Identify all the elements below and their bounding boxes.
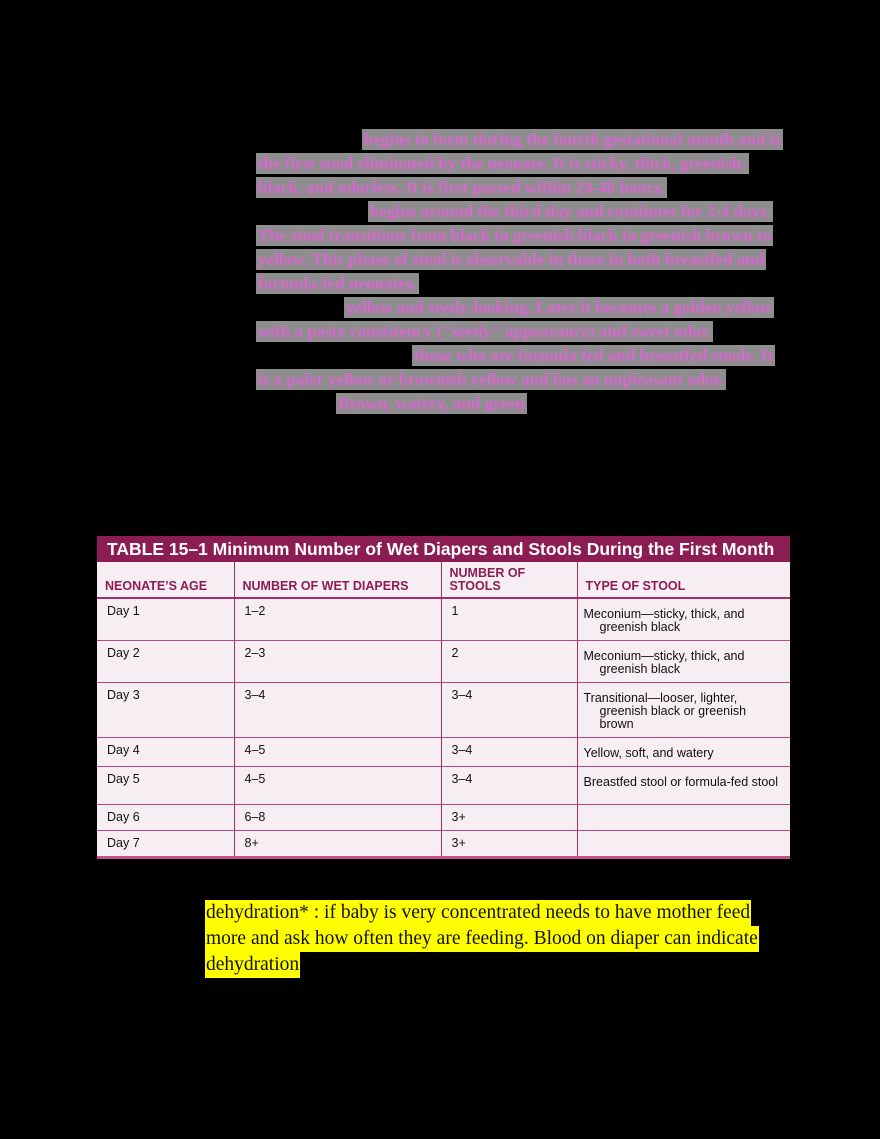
cell-wet-diapers: 1–2 bbox=[234, 598, 441, 641]
cell-stool-type bbox=[577, 831, 790, 858]
cell-stool-type bbox=[577, 767, 790, 805]
cell-wet-diapers: 8+ bbox=[234, 831, 441, 858]
cell-wet-diapers: 3–4 bbox=[234, 683, 441, 738]
table-grid bbox=[97, 562, 790, 859]
table-row bbox=[97, 831, 790, 858]
stool-type-text: Meconium—sticky, thick, and greenish black bbox=[583, 607, 745, 634]
stool-notes-section bbox=[256, 128, 786, 416]
note-text: yellow and seedy-looking. Later it becomes a golden yellow with a pasty consistency ("seedy" appearance) and sweet odor. bbox=[258, 298, 773, 341]
cell-stool-type bbox=[577, 598, 790, 641]
table-row bbox=[97, 641, 790, 683]
stool-type-text: Meconium—sticky, thick, and greenish black bbox=[583, 649, 745, 676]
cell-age: Day 4 bbox=[97, 738, 234, 767]
dehydration-note bbox=[205, 900, 785, 978]
table-row bbox=[97, 805, 790, 831]
cell-stool-type bbox=[577, 738, 790, 767]
note-text: Brown, watery, and green bbox=[338, 394, 525, 413]
cell-stools: 2 bbox=[441, 641, 577, 683]
stool-type-text: Transitional—looser, lighter, greenish black or greenish brown bbox=[583, 691, 747, 731]
table-header-row bbox=[97, 562, 790, 598]
column-header-wet-diapers: NUMBER OF WET DIAPERS bbox=[234, 562, 441, 598]
cell-age: Day 6 bbox=[97, 805, 234, 831]
cell-stool-type bbox=[577, 683, 790, 738]
cell-stools: 3+ bbox=[441, 831, 577, 858]
cell-wet-diapers: 6–8 bbox=[234, 805, 441, 831]
note-diarrhea bbox=[256, 392, 786, 416]
note-breastfed bbox=[256, 296, 786, 344]
dehydration-note-text: dehydration* : if baby is very concentrated needs to have mother feed more and ask how often they are feeding. Blood on diaper can indicate dehydration bbox=[205, 900, 759, 978]
table-title: TABLE 15–1 Minimum Number of Wet Diapers and Stools During the First Month bbox=[97, 536, 790, 562]
cell-age: Day 2 bbox=[97, 641, 234, 683]
table-row bbox=[97, 683, 790, 738]
note-text: begins around the third day and continues for 2-4 days. The stool transitions from black to greenish black to greenish brown to yellow. This phase of stool is observable in those in both breastfed and formula-fed neonates. bbox=[258, 202, 772, 293]
cell-wet-diapers: 4–5 bbox=[234, 738, 441, 767]
column-header-age: NEONATE’S AGE bbox=[97, 562, 234, 598]
table-row bbox=[97, 738, 790, 767]
note-transitional bbox=[256, 200, 786, 296]
table-row bbox=[97, 767, 790, 805]
diaper-stool-table bbox=[97, 536, 790, 859]
table-row bbox=[97, 598, 790, 641]
cell-stools: 3–4 bbox=[441, 738, 577, 767]
cell-stool-type bbox=[577, 805, 790, 831]
cell-age: Day 1 bbox=[97, 598, 234, 641]
cell-stool-type bbox=[577, 641, 790, 683]
cell-stools: 3+ bbox=[441, 805, 577, 831]
cell-stools: 3–4 bbox=[441, 683, 577, 738]
note-text: begins to form during the fourth gestational month and is the first stool eliminated by the neonate. It is sticky, thick, greenish-black, and odorless. It is first passed within 24-48 hours. bbox=[258, 130, 782, 197]
cell-stools: 1 bbox=[441, 598, 577, 641]
column-header-stools: NUMBER OF STOOLS bbox=[441, 562, 577, 598]
column-header-stool-type: TYPE OF STOOL bbox=[577, 562, 790, 598]
cell-stools: 3–4 bbox=[441, 767, 577, 805]
cell-age: Day 7 bbox=[97, 831, 234, 858]
note-formula-fed bbox=[256, 344, 786, 392]
note-meconium bbox=[256, 128, 786, 200]
stool-type-text: Yellow, soft, and watery bbox=[583, 746, 714, 760]
cell-age: Day 3 bbox=[97, 683, 234, 738]
cell-wet-diapers: 2–3 bbox=[234, 641, 441, 683]
cell-wet-diapers: 4–5 bbox=[234, 767, 441, 805]
stool-type-text: Breastfed stool or formula-fed stool bbox=[583, 775, 779, 789]
dehydration-note-paragraph bbox=[205, 900, 785, 978]
note-text: those who are formula fed and breastfed stools. It is a paler yellow or brownish yellow and has an unpleasant odor. bbox=[258, 346, 773, 389]
cell-age: Day 5 bbox=[97, 767, 234, 805]
